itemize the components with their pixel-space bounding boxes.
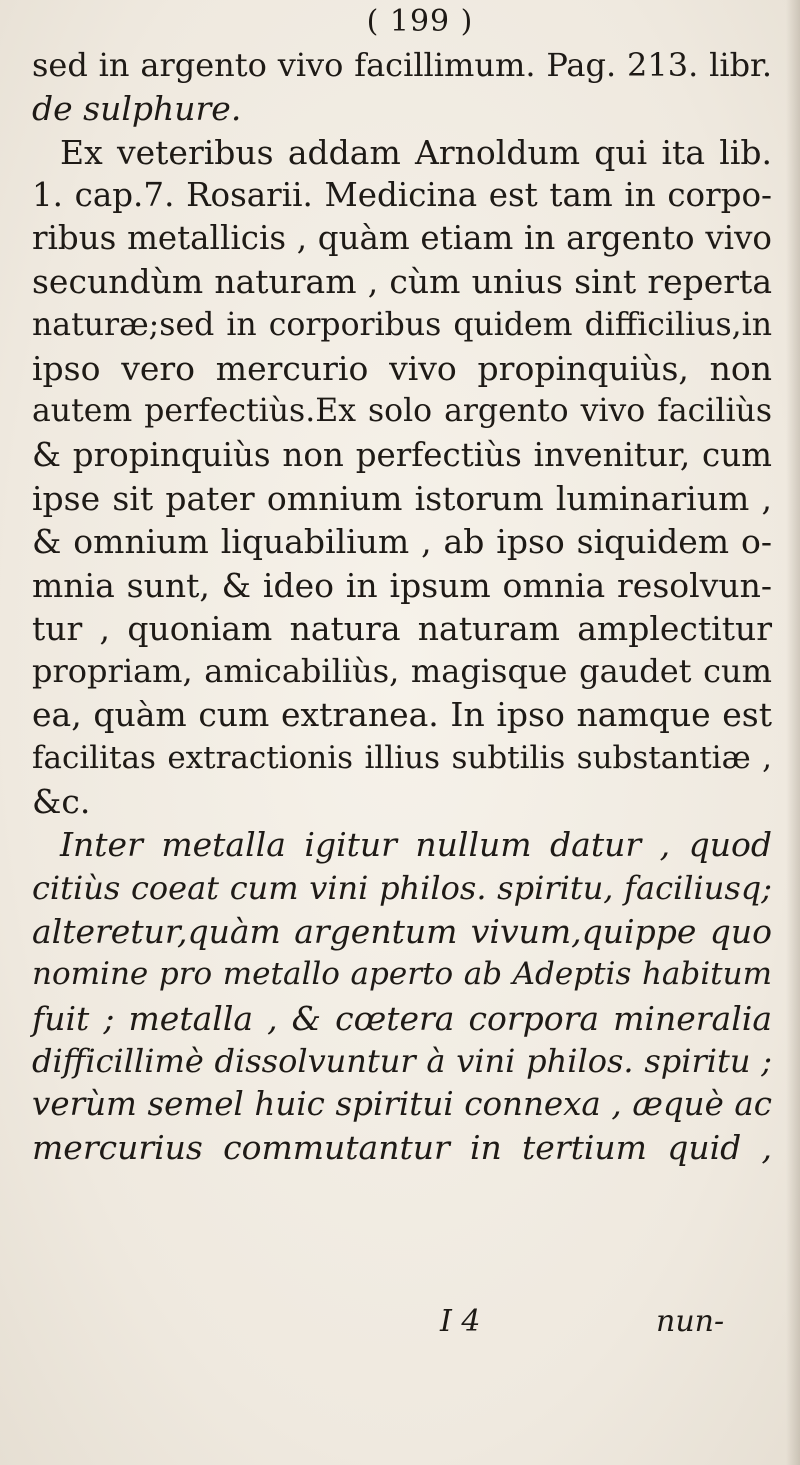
text-line: & omnium liquabilium , ab ipso siquidem o-	[32, 522, 772, 562]
text-line: secundùm naturam , cùm unius sint reperta	[32, 262, 772, 302]
text-line: difficillimè dissolvuntur à vini philos. spiritu ;	[32, 1041, 772, 1080]
text-line: naturæ;sed in corporibus quidem difficilius,in	[32, 306, 772, 343]
page-number: ( 199 )	[366, 4, 474, 39]
text-line: tur , quoniam natura naturam amplectitur	[32, 608, 772, 648]
text-line: nomine pro metallo aperto ab Adeptis habitum	[32, 956, 772, 993]
page-footer	[0, 1304, 800, 1344]
text-line: citiùs coeat cum vini philos. spiritu, faciliusq;	[32, 868, 772, 907]
text-line: propriam, amicabiliùs, magisque gaudet cum	[32, 652, 772, 691]
text-line: ea, quàm cum extranea. In ipso namque est	[32, 695, 772, 735]
text-line: alteretur,quàm argentum vivum,quippe quo	[32, 911, 772, 951]
text-line: de sulphure.	[32, 89, 242, 129]
text-line: sed in argento vivo facillimum. Pag. 213. libr.	[32, 46, 772, 84]
text-line: 1. cap.7. Rosarii. Medicina est tam in corpo-	[32, 175, 772, 214]
text-line: mnia sunt, & ideo in ipsum omnia resolvun-	[32, 565, 772, 605]
text-line: & propinquiùs non perfectiùs invenitur, cum	[32, 435, 772, 474]
text-line: Ex veteribus addam Arnoldum qui ita lib.	[60, 132, 772, 172]
text-line: autem perfectiùs.Ex solo argento vivo faciliùs	[32, 393, 772, 430]
text-line: Inter metalla igitur nullum datur , quod	[60, 825, 772, 865]
text-line: ipse sit pater omnium istorum luminarium ,	[32, 478, 772, 518]
text-line: mercurius commutantur in tertium quid ,	[32, 1128, 772, 1168]
text-line: facilitas extractionis illius subtilis substantiæ ,	[32, 739, 772, 776]
catchword: nun-	[656, 1304, 725, 1339]
text-line: fuit ; metalla , & cœtera corpora mineralia	[32, 998, 772, 1038]
signature-mark: I 4	[440, 1304, 481, 1339]
body-text	[32, 44, 772, 1170]
text-line: ribus metallicis , quàm etiam in argento vivo	[32, 219, 772, 258]
page-edge-shadow	[786, 0, 800, 1465]
text-line: verùm semel huic spiritui connexa , æquè ac	[32, 1085, 772, 1124]
text-line: ipso vero mercurio vivo propinquiùs, non	[32, 349, 772, 389]
text-line: &c.	[32, 782, 91, 822]
